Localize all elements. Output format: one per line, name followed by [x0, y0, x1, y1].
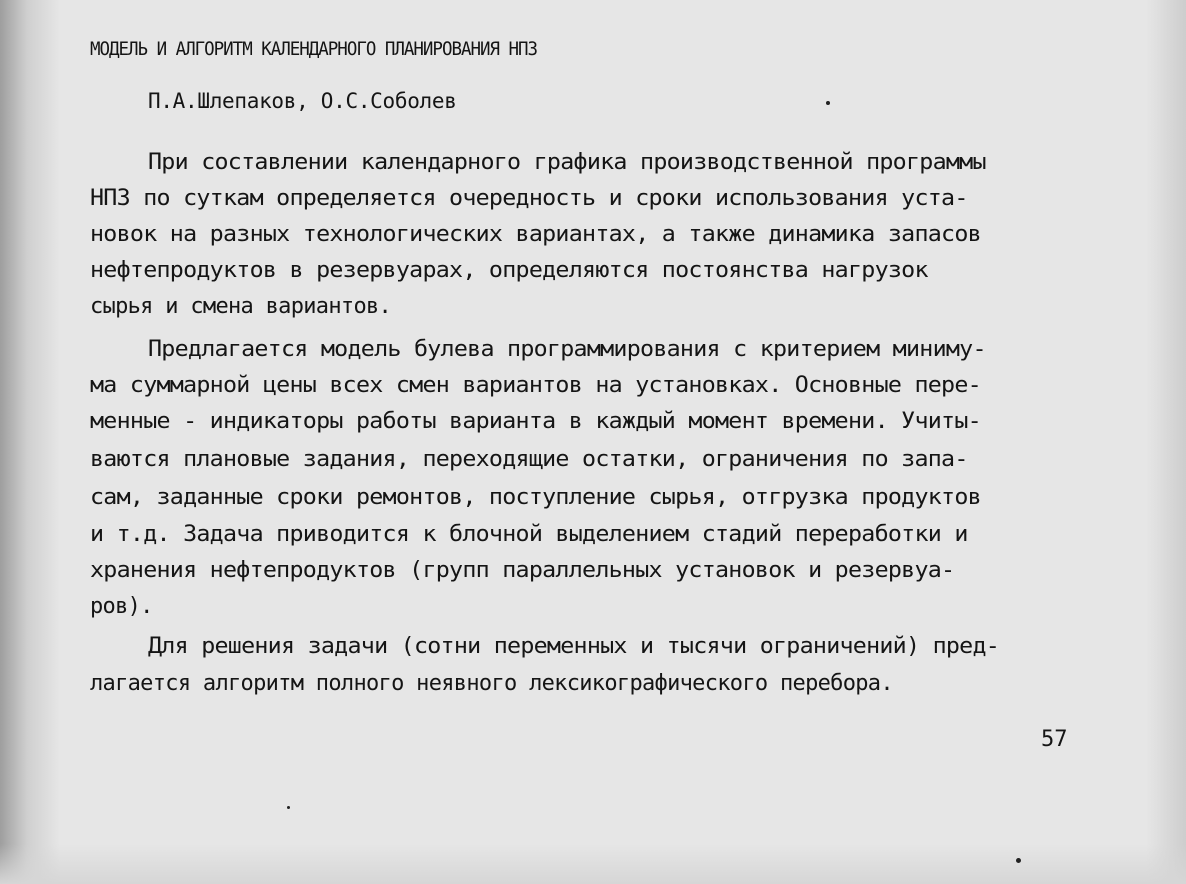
- text-line: хранения нефтепродуктов (групп параллельных установок и резервуа-: [90, 558, 955, 583]
- text-line: менные - индикаторы работы варианта в каждый момент времени. Учиты-: [90, 409, 981, 434]
- page-right-shadow: [1146, 0, 1186, 884]
- scan-speck: [287, 806, 290, 809]
- text-line: ваются плановые задания, переходящие остатки, ограничения по запа-: [90, 447, 968, 472]
- text-line: лагается алгоритм полного неявного лексикографического перебора.: [90, 671, 893, 696]
- text-line: сырья и смена вариантов.: [90, 294, 392, 319]
- text-line: новок на разных технологических вариантах, а также динамика запасов: [90, 222, 981, 247]
- article-authors: П.А.Шлепаков, О.С.Соболев: [148, 89, 457, 113]
- page-bottom-shadow: [0, 844, 1186, 884]
- text-line: При составлении календарного графика производственной программы: [148, 150, 986, 175]
- page-left-shadow: [0, 0, 60, 884]
- text-line: НПЗ по суткам определяется очередность и сроки использования уста-: [90, 186, 968, 211]
- text-line: и т.д. Задача приводится к блочной выделением стадий переработки и: [90, 522, 968, 547]
- article-title: МОДЕЛЬ И АЛГОРИТМ КАЛЕНДАРНОГО ПЛАНИРОВАНИЯ НПЗ: [90, 38, 538, 60]
- text-line: ров).: [90, 594, 153, 619]
- text-line: ма суммарной цены всех смен вариантов на установках. Основные пере-: [90, 373, 981, 398]
- page-number: 57: [1041, 727, 1068, 752]
- text-line: Для решения задачи (сотни переменных и тысячи ограничений) пред-: [148, 634, 1000, 659]
- scan-speck: [1016, 858, 1021, 863]
- scan-speck: [826, 101, 830, 105]
- text-line: нефтепродуктов в резервуарах, определяются постоянства нагрузок: [90, 258, 928, 283]
- text-line: Предлагается модель булева программирования с критерием миниму-: [148, 337, 986, 362]
- text-line: сам, заданные сроки ремонтов, поступление сырья, отгрузка продуктов: [90, 485, 981, 510]
